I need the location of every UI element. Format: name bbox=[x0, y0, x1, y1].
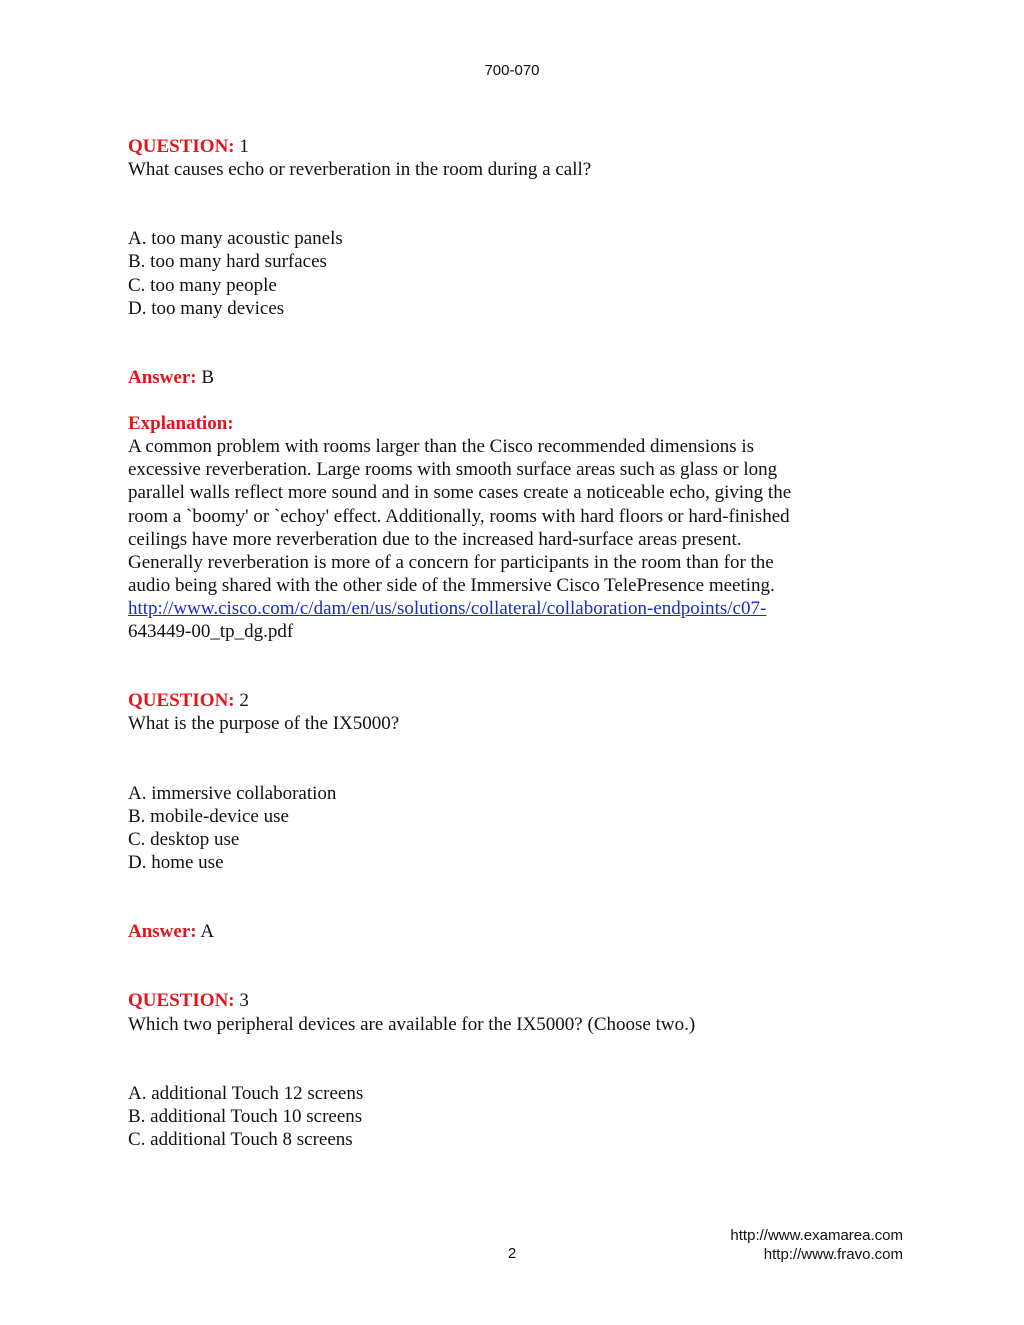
q1-option-b: B. too many hard surfaces bbox=[128, 251, 327, 273]
page-header-exam-code: 700-070 bbox=[484, 62, 540, 79]
q1-reference-link-continuation: 643449-00_tp_dg.pdf bbox=[128, 620, 294, 642]
answer-label: Answer: bbox=[128, 366, 197, 388]
q2-answer bbox=[128, 920, 848, 943]
q2-option-d: D. home use bbox=[128, 851, 224, 873]
footer-links bbox=[730, 1226, 903, 1264]
footer-site-fravo: http://www.fravo.com bbox=[763, 1246, 903, 1263]
q3-option-a: A. additional Touch 12 screens bbox=[128, 1082, 364, 1104]
question-number: 3 bbox=[239, 990, 249, 1012]
q3-option-c: C. additional Touch 8 screens bbox=[128, 1129, 353, 1151]
q1-explanation-line: excessive reverberation. Large rooms with smooth surface areas such as glass or long bbox=[128, 459, 778, 481]
page-number: 2 bbox=[507, 1245, 517, 1262]
q1-option-c: C. too many people bbox=[128, 274, 277, 296]
question-number: 2 bbox=[239, 690, 249, 712]
q1-explanation-line: ceilings have more reverberation due to the increased hard-surface areas present. bbox=[128, 528, 742, 550]
question-3-text: Which two peripheral devices are available for the IX5000? (Choose two.) bbox=[128, 1013, 696, 1035]
q2-option-a: A. immersive collaboration bbox=[128, 782, 337, 804]
footer-site-examarea: http://www.examarea.com bbox=[730, 1227, 903, 1244]
q2-option-c: C. desktop use bbox=[128, 828, 240, 850]
q3-option-b: B. additional Touch 10 screens bbox=[128, 1105, 363, 1127]
question-1-text: What causes echo or reverberation in the room during a call? bbox=[128, 159, 592, 181]
q1-explanation-line: parallel walls reflect more sound and in some cases create a noticeable echo, giving the bbox=[128, 482, 792, 504]
q1-answer bbox=[128, 366, 848, 389]
q1-option-d: D. too many devices bbox=[128, 297, 285, 319]
q1-explanation-line: A common problem with rooms larger than the Cisco recommended dimensions is bbox=[128, 436, 755, 458]
q1-option-a: A. too many acoustic panels bbox=[128, 228, 343, 250]
answer-value: A bbox=[200, 921, 215, 943]
document-body bbox=[128, 135, 848, 1151]
answer-label: Answer: bbox=[128, 921, 197, 943]
question-1-heading bbox=[128, 135, 848, 158]
answer-value: B bbox=[201, 366, 215, 388]
q1-explanation-label: Explanation: bbox=[128, 413, 234, 435]
q1-reference-link[interactable]: http://www.cisco.com/c/dam/en/us/solutions/collateral/collaboration-endpoints/c07- bbox=[128, 597, 767, 619]
question-2-heading bbox=[128, 689, 848, 712]
q1-explanation-line: room a `boomy' or `echoy' effect. Additionally, rooms with hard floors or hard-finished bbox=[128, 505, 790, 527]
q1-explanation-line: Generally reverberation is more of a concern for participants in the room than for the bbox=[128, 551, 774, 573]
question-label: QUESTION: bbox=[128, 136, 235, 157]
q1-explanation-line: audio being shared with the other side of the Immersive Cisco TelePresence meeting. bbox=[128, 574, 775, 596]
question-label: QUESTION: bbox=[128, 990, 235, 1012]
question-label: QUESTION: bbox=[128, 690, 235, 712]
question-3-heading bbox=[128, 989, 848, 1012]
q2-option-b: B. mobile-device use bbox=[128, 805, 289, 827]
question-2-text: What is the purpose of the IX5000? bbox=[128, 713, 400, 735]
question-number: 1 bbox=[239, 136, 249, 157]
